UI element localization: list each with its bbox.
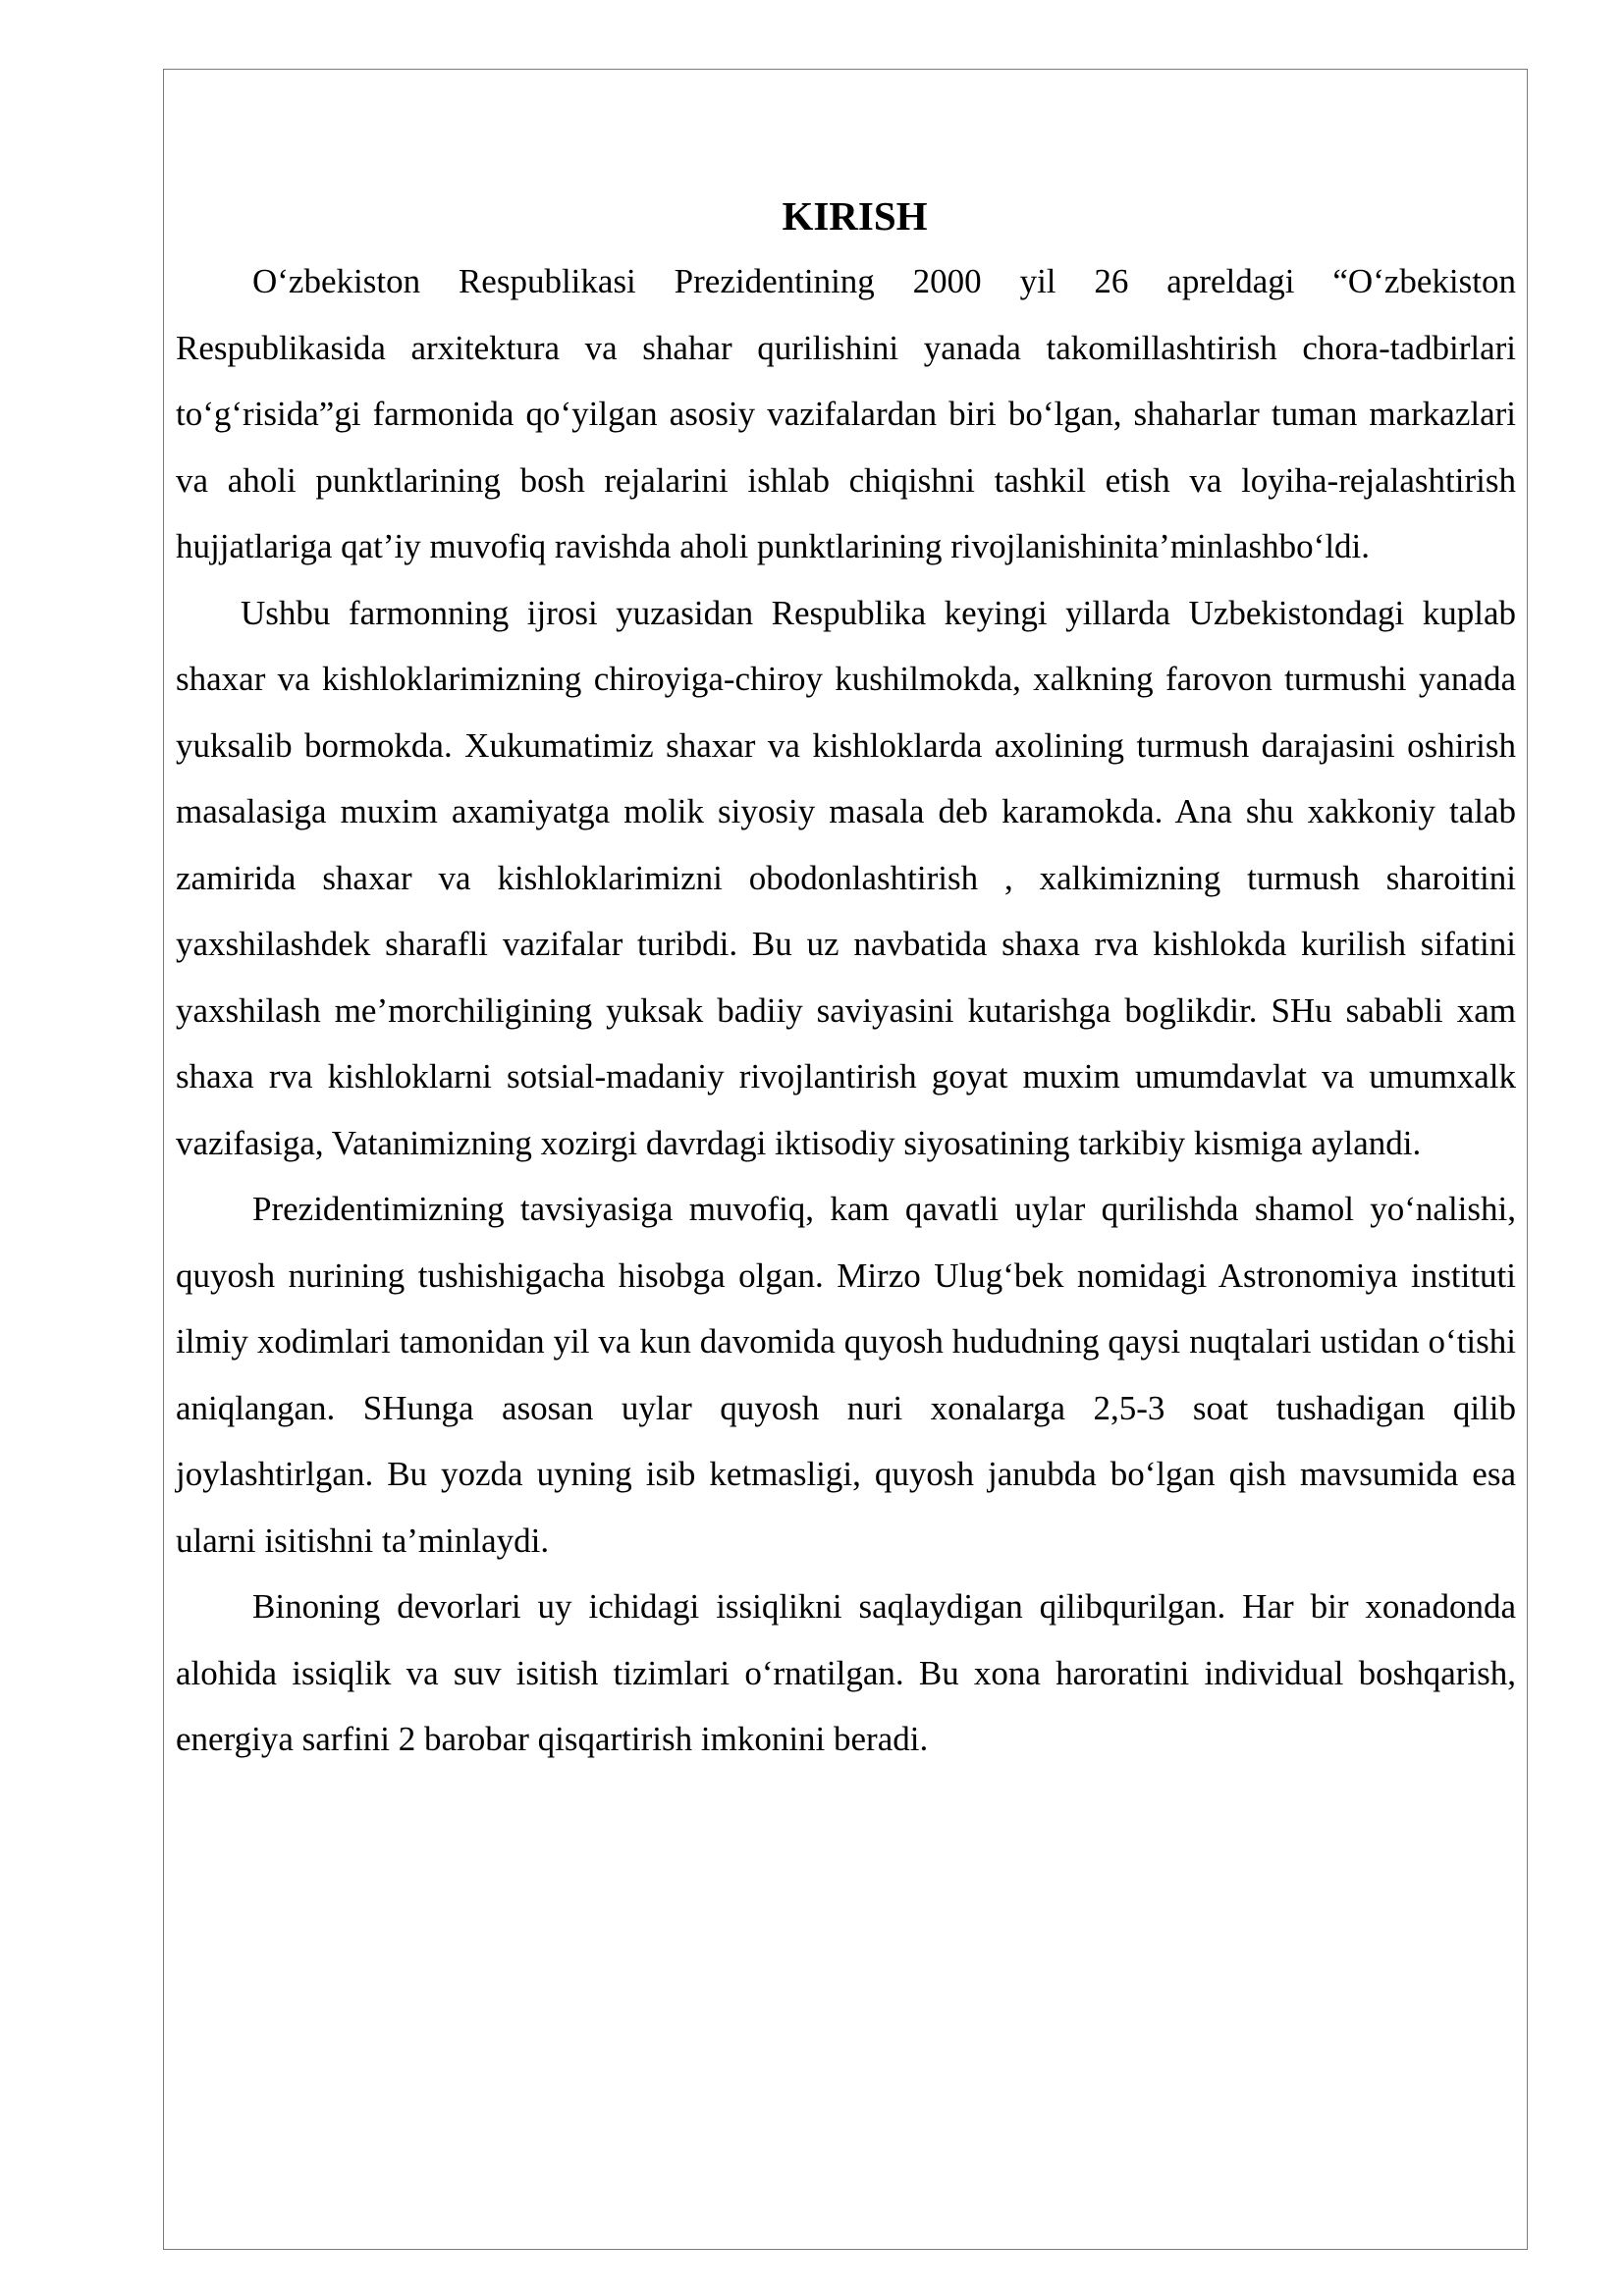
paragraph-2: Ushbu farmonning ijrosi yuzasidan Respublika keyingi yillarda Uzbekistondagi kuplab shaxar va kishloklarimizning chiroyiga-chiroy kushilmokda, xalkning farovon turmushi yanada yuksalib bormokda. Xukumatimiz shaxar va kishloklarda axolining turmush darajasini oshirish masalasiga muxim axamiyatga molik siyosiy masala deb karamokda. Ana shu xakkoniy talab zamirida shaxar va kishloklarimizni obodonlashtirish , xalkimizning turmush sharoitini yaxshilashdek sharafli vazifalar turibdi. Bu uz navbatida shaxa rva kishlokda kurilish sifatini yaxshilash me’morchiligining yuksak badiiy saviyasini kutarishga boglikdir. SHu sababli xam shaxa rva kishloklarni sotsial-madaniy rivojlantirish goyat muxim umumdavlat va umumxalk vazifasiga, Vatanimizning xozirgi davrdagi iktisodiy siyosatining tarkibiy kismiga aylandi. — [176, 593, 1516, 1162]
paragraph-3: Prezidentimizning tavsiyasiga muvofiq, kam qavatli uylar qurilishda shamol yo‘nalishi, quyosh nurining tushishigacha hisobga olgan. Mirzo Ulug‘bek nomidagi Astronomiya instituti ilmiy xodimlari tamonidan yil va kun davomida quyosh hududning qaysi nuqtalari ustidan o‘tishi aniqlangan. SHunga asosan uylar quyosh nuri xonalarga 2,5-3 soat tushadigan qilib joylashtirlgan. Bu yozda uyning isib ketmasligi, quyosh janubda bo‘lgan qish mavsumida esa ularni isitishni ta’minlaydi. — [176, 1190, 1516, 1560]
paragraph-4: Binoning devorlari uy ichidagi issiqlikni saqlaydigan qilibqurilgan. Har bir xonadonda alohida issiqlik va suv isitish tizimlari o‘rnatilgan. Bu xona haroratini individual boshqarish, energiya sarfini 2 barobar qisqartirish imkonini beradi. — [176, 1587, 1516, 1758]
document-body — [176, 187, 1516, 1773]
document-title: KIRISH — [782, 193, 928, 239]
paragraph-1: O‘zbekiston Respublikasi Prezidentining 2000 yil 26 apreldagi “O‘zbekiston Respublikasida arxitektura va shahar qurilishini yanada takomillashtirish chora-tadbirlari to‘g‘risida”gi farmonida qo‘yilgan asosiy vazifalardan biri bo‘lgan, shaharlar tuman markazlari va aholi punktlarining bosh rejalarini ishlab chiqishni tashkil etish va loyiha-rejalashtirish hujjatlariga qat’iy muvofiq ravishda aholi punktlarining rivojlanishinita’minlashbo‘ldi. — [176, 262, 1516, 565]
